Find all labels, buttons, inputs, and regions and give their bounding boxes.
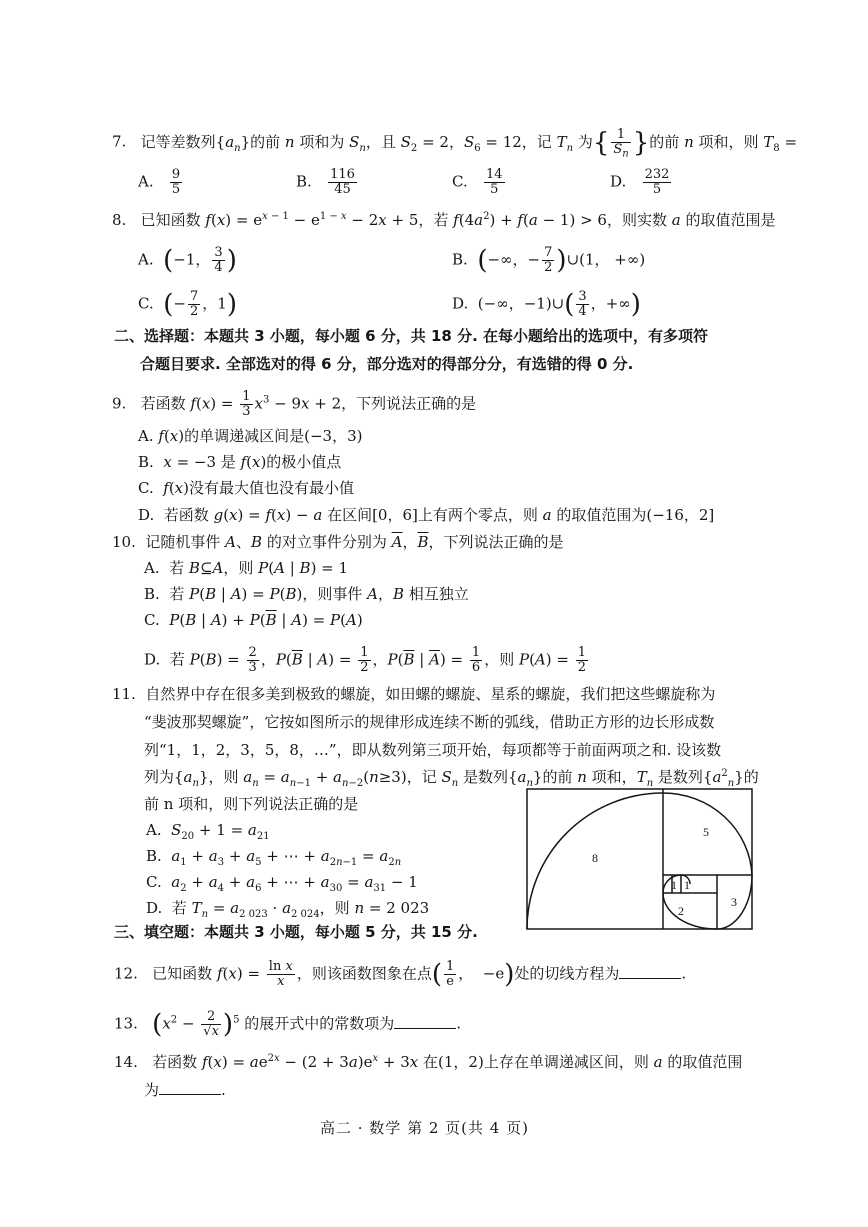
q13-answer-blank[interactable] (394, 1014, 456, 1029)
fibonacci-spiral-figure (525, 786, 757, 932)
q11-text-1: 自然界中存在很多美到极致的螺旋，如田螺的螺旋、星系的螺旋，我们把这些螺旋称为 (145, 685, 716, 703)
q9-option-c: C. f(x)没有最大值也没有最小值 (138, 479, 354, 497)
figure-label-2: 2 (678, 904, 684, 918)
q11-text-4: 列为$\{a_n\}$，则 $a_n = a_{n-1} + a_{n-2}(n\ge 3)$，记 $S_n$ 是数列$\{a_n\}$的前 n 项和，$T_n$ 是数列$\{a^2_n\}$的 (144, 768, 759, 789)
q9-option-d: D. 若函数 g(x) = f(x) − a 在区间[0，6]上有两个零点，则 a 的取值范围为(−16，2] (138, 506, 715, 524)
page-footer: 高二 · 数学 第 2 页(共 4 页) (320, 1119, 529, 1137)
q8-option-c: C. (− $\frac{7}{2}$ ，1) (138, 289, 237, 320)
q11-option-c: C. $a_2 + a_4 + a_6$ + ⋯ + $a_{30} = a_{31} - 1$ (146, 873, 418, 894)
q9-option-b: B. x = −3 是 f(x)的极小值点 (138, 453, 342, 471)
q14-line-2: 为 . (144, 1081, 226, 1099)
q8-option-b: B. (−∞，− $\frac{7}{2}$ )∪(1， +∞) (452, 245, 646, 276)
q10-option-d: D. 若 P(B) = $\frac{2}{3}$ ，$P(\overline{B}$ | A) = $\frac{1}{2}$ ，$P(\overline{B}$ | $\overline{A}$) = $\frac{1}{6}$ ，则 P(A) = $\frac{1}{2}$ (144, 645, 587, 675)
figure-label-5: 5 (703, 825, 709, 839)
q11-text-5: 前 n 项和，则下列说法正确的是 (144, 795, 359, 813)
question-12: 12. 已知函数 f(x) = $\frac{\text{ln x}}{x}$ ，则该函数图象在点( $\frac{1}{e}$ ， −e)处的切线方程为 . (114, 959, 687, 990)
q10-option-b: B. 若 P(B | A) = P(B)，则事件 A，B 相互独立 (144, 585, 469, 603)
q11-text-2: “斐波那契螺旋”，它按如图所示的规律形成连续不断的弧线，借助正方形的边长形成数 (144, 713, 715, 731)
q7-number: 7. (112, 132, 127, 151)
q12-number: 12. (114, 964, 138, 983)
q12-answer-blank[interactable] (619, 964, 681, 979)
question-7 (112, 127, 798, 160)
q8-number: 8. (112, 211, 127, 229)
figure-label-8: 8 (592, 851, 598, 865)
q8-option-d: D. (−∞，−1)∪( $\frac{3}{4}$ ，+∞) (452, 289, 641, 320)
figure-label-1b: 1 (684, 878, 690, 892)
q14-number: 14. (114, 1053, 138, 1071)
q11-option-a: A. $S_{20} + 1 = a_{21}$ (146, 821, 270, 842)
q13-number: 13. (114, 1014, 138, 1033)
q11-option-d: D. 若 $T_n = a_{2 023} \cdot a_{2 024}$，则 n = 2 023 (146, 899, 430, 920)
q14-answer-blank[interactable] (159, 1080, 221, 1095)
q11-text-3: 列“1，1，2，3，5，8，…”，即从数列第三项开始，每项都等于前面两项之和. 设该数 (144, 741, 722, 759)
section-3-title: 三、填空题：本题共 3 小题，每小题 5 分，共 15 分. (114, 923, 478, 941)
question-13: 13. ($x^2$ − $\frac{2}{√x}$ )$^5$ 的展开式中的常数项为 . (114, 1009, 462, 1040)
section-2-line-1: 二、选择题：本题共 3 小题，每小题 6 分，共 18 分. 在每小题给出的选项中，有多项符 (114, 327, 709, 345)
question-11-line-1 (112, 684, 715, 704)
q7-option-c: C. $\frac{14}{5}$ (452, 167, 503, 197)
q9-number: 9. (112, 394, 127, 413)
figure-label-1a: 1 (671, 878, 677, 892)
q7-option-b: B. $\frac{116}{45}$ (296, 167, 355, 197)
q8-option-a: A. (−1， $\frac{3}{4}$ ) (138, 245, 237, 276)
question-9: 9. 若函数 f(x) = $\frac{1}{3}$ $x^3 - 9x + 2$，下列说法正确的是 (112, 389, 477, 419)
q11-option-b: B. $a_1 + a_3 + a_5$ + ⋯ + $a_{2n-1} = a_{2n}$ (146, 847, 402, 868)
q10-option-a: A. 若 B⊆A，则 P(A | B) = 1 (144, 559, 349, 577)
section-2-line-2: 合题目要求. 全部选对的得 6 分，部分选对的得部分分，有选错的得 0 分. (140, 355, 634, 373)
q10-option-c: C. P(B | $A) + P(\overline{B}$ | A) = P(A) (144, 611, 363, 629)
question-14: 14. 若函数 $f(x) = ae^{2x} - (2 + 3a)e^x + 3x$ 在(1，2)上存在单调递减区间，则 a 的取值范围 (114, 1053, 743, 1071)
figure-label-3: 3 (731, 895, 737, 909)
question-8: 8. 已知函数 $f(x) = e^{x - 1} - e^{1 - x} - 2x + 5$，若 $f(4a^2) + f(a - 1) > 6$，则实数 a 的取值范围是 (112, 211, 776, 229)
q7-text: 记等差数列$\{a_n\}$的前 n 项和为 $S_n$，且 $S_2 = 2$，$S_6 = 12$，记 $T_n$ 为{ $\frac{1}{S_n}$ }的前 n 项和，则 $T_8$ = (131, 127, 798, 160)
q11-number: 11. (112, 685, 136, 703)
q10-number: 10. (112, 533, 136, 551)
q9-option-a: A. f(x)的单调递减区间是(−3，3) (138, 427, 363, 445)
question-10: 10. 记随机事件 A、B 的对立事件分别为 $\overline{A}$，$\overline{B}$，下列说法正确的是 (112, 533, 564, 551)
q7-option-a: A. $\frac{9}{5}$ (138, 167, 181, 197)
q7-option-d: D. $\frac{232}{5}$ (610, 167, 670, 197)
